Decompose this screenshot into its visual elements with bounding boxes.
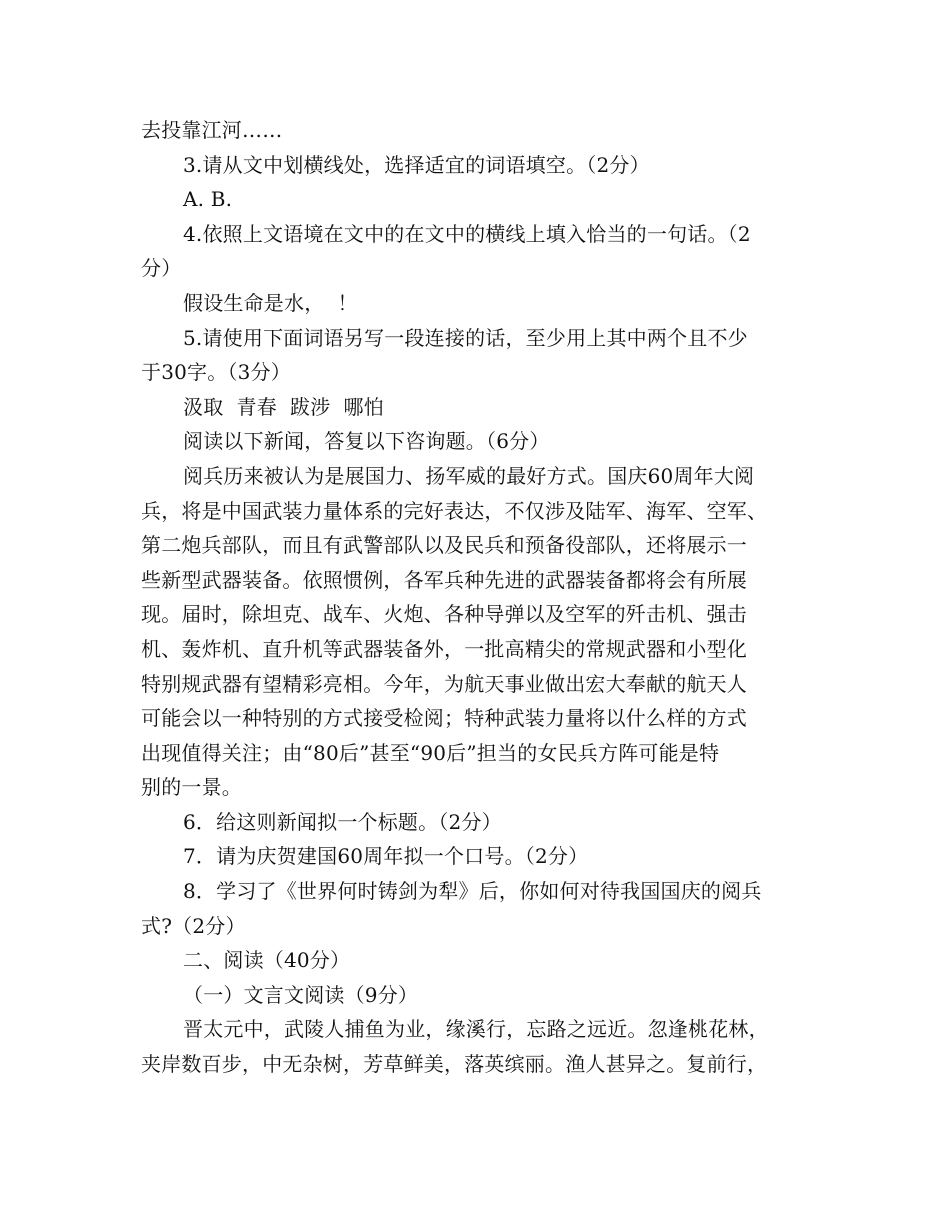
- document-body: [141, 113, 821, 1082]
- news-paragraph-line: 些新型武器装备。依照惯例，各军兵种先进的武器装备都将会有所展: [141, 567, 747, 592]
- news-paragraph-line: 机、轰炸机、直升机等武器装备外，一批高精尖的常规武器和小型化: [141, 636, 747, 661]
- news-paragraph-line: 第二炮兵部队，而且有武警部队以及民兵和预备役部队，还将展示一: [141, 533, 747, 558]
- reading-instruction: 阅读以下新闻，答复以下咨询题。（6分）: [183, 429, 550, 454]
- classical-text-line: 夹岸数百步，中无杂树，芳草鲜美，落英缤丽。渔人甚异之。复前行，: [141, 1052, 768, 1077]
- news-paragraph-line: 可能会以一种特别的方式接受检阅；特种武装力量将以什么样的方式: [141, 706, 747, 731]
- text-line: 于30字。（3分）: [141, 360, 291, 385]
- section-heading: 二、阅读（40分）: [183, 948, 351, 973]
- question-8: 8．学习了《世界何时铸剑为犁》后，你如何对待我国国庆的阅兵: [183, 879, 762, 904]
- classical-text-line: 晋太元中，武陵人捕鱼为业，缘溪行，忘路之远近。忽逢桃花林，: [183, 1017, 769, 1042]
- fill-blank-sentence: 假设生命是水， ！: [183, 290, 358, 315]
- text-line: 去投靠江河……: [141, 118, 283, 142]
- news-paragraph: 阅兵历来被认为是展国力、扬军威的最好方式。国庆60周年大阅: [183, 463, 755, 488]
- question-4: 4.依照上文语境在文中的在文中的横线上填入恰当的一句话。（2: [183, 221, 751, 246]
- word-list: 汲取 青春 跋涉 哪怕: [183, 394, 384, 419]
- text-line: 分）: [141, 256, 182, 281]
- subsection-heading: （一）文言文阅读（9分）: [183, 982, 419, 1007]
- news-paragraph-line: 出现值得关注；由“80后”甚至“90后”担当的女民兵方阵可能是特: [141, 740, 720, 765]
- news-paragraph-line: 特别规武器有望精彩亮相。今年，为航天事业做出宏大奉献的航天人: [141, 671, 747, 696]
- answer-options: A. B.: [183, 187, 233, 212]
- question-3: 3.请从文中划横线处，选择适宜的词语填空。（2分）: [183, 152, 650, 177]
- question-7: 7．请为庆贺建国60周年拟一个口号。（2分）: [183, 844, 589, 869]
- text-line: 式?（2分）: [141, 913, 246, 938]
- question-6: 6．给这则新闻拟一个标题。（2分）: [183, 809, 502, 834]
- question-5: 5.请使用下面词语另写一段连接的话，至少用上其中两个且不少: [183, 325, 748, 350]
- news-paragraph-line: 别的一景。: [141, 775, 242, 800]
- news-paragraph-line: 现。届时，除坦克、战车、火炮、各种导弹以及空军的歼击机、强击: [141, 602, 747, 627]
- news-paragraph-line: 兵，将是中国武装力量体系的完好表达，不仅涉及陆军、海军、空军、: [141, 498, 768, 523]
